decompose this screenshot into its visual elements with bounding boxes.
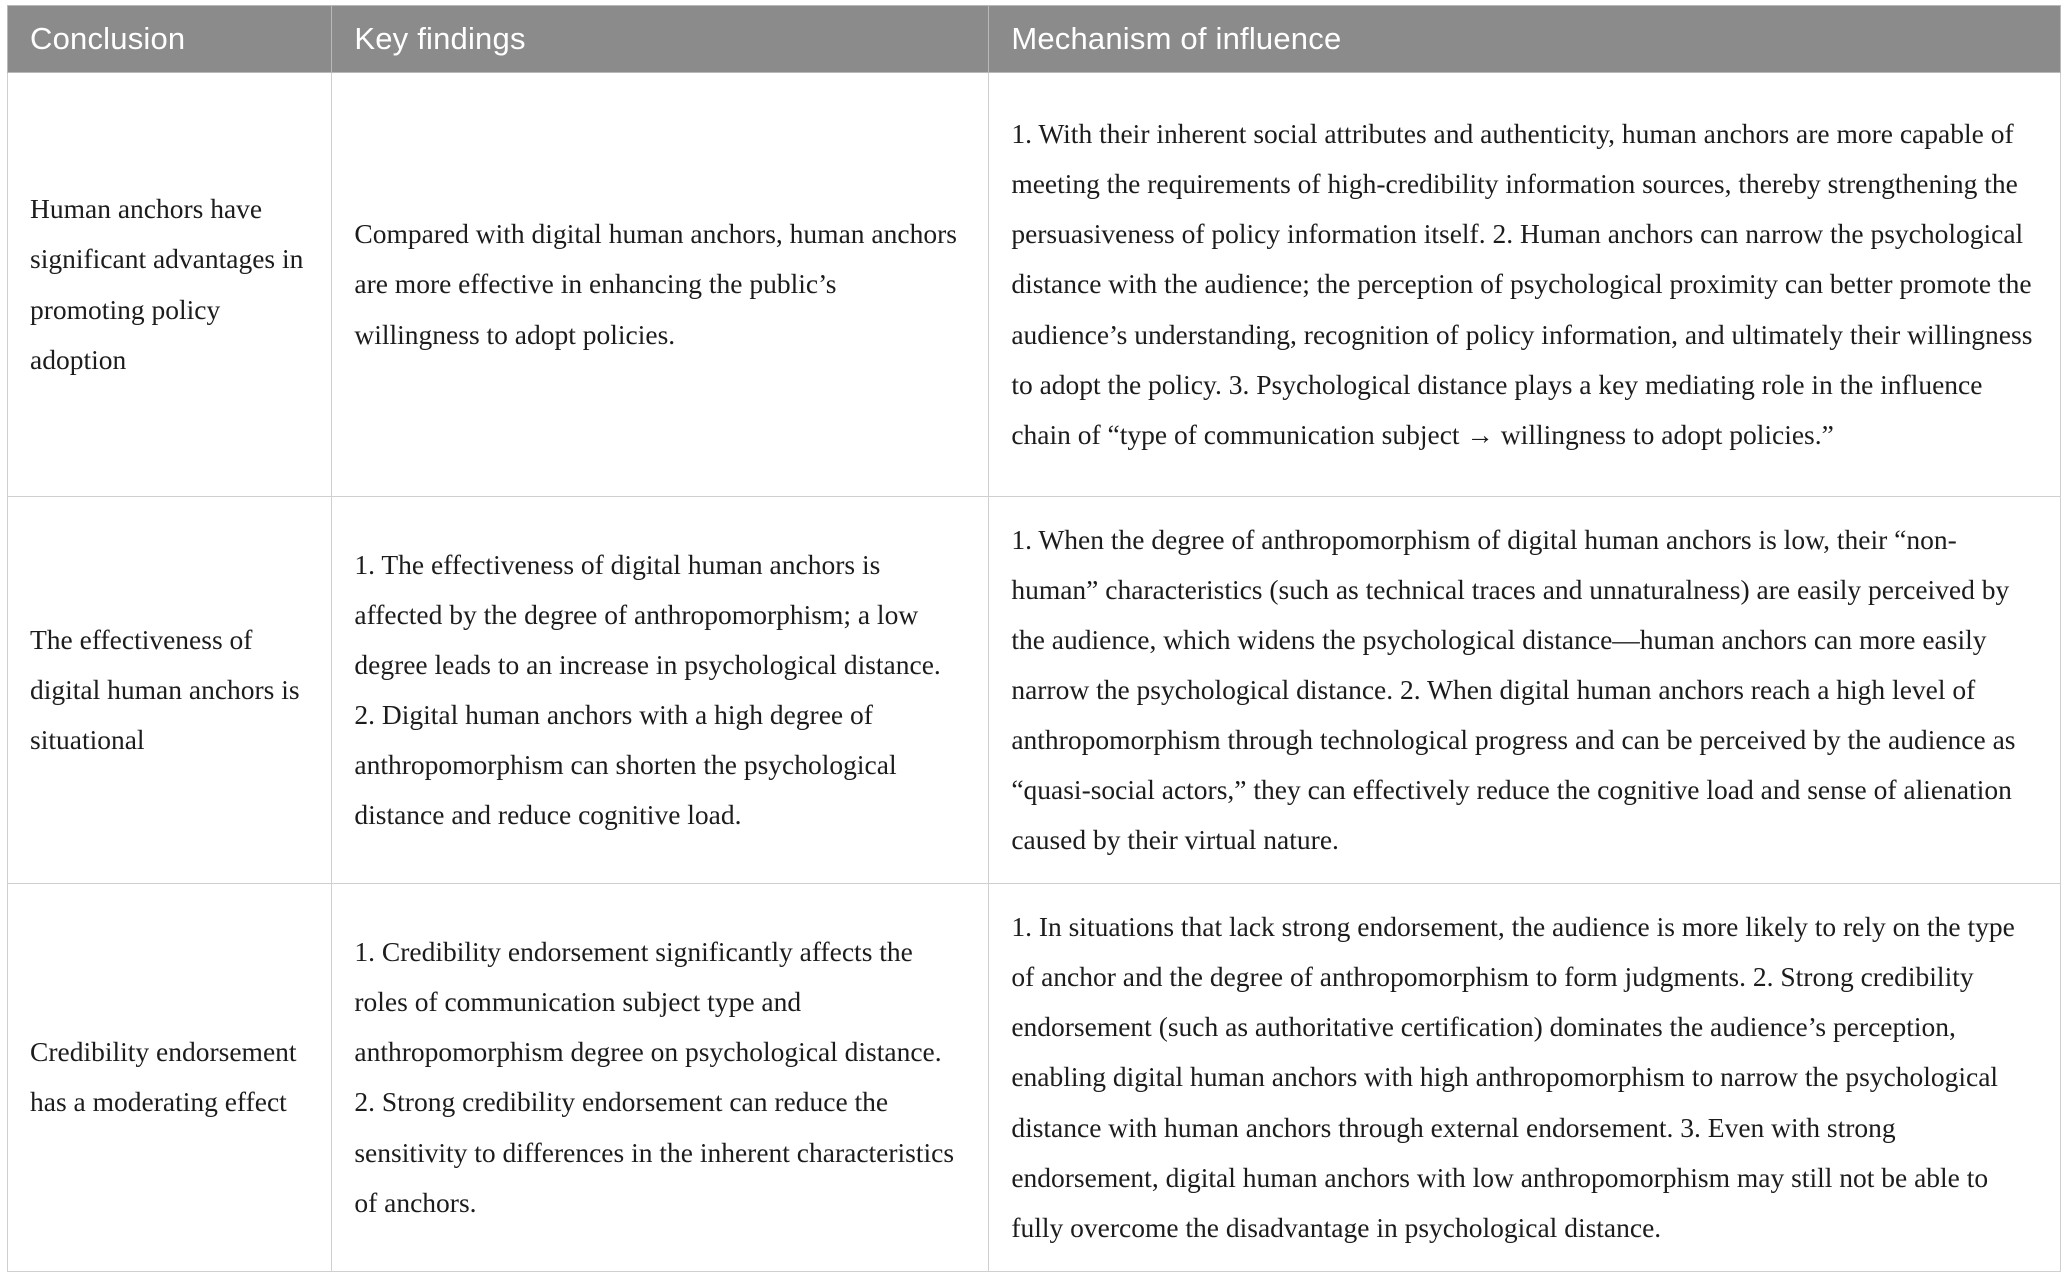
- cell-mechanism: 1. With their inherent social attributes and authenticity, human anchors are more capable of meeting the requirements of high-credibility information sources, thereby strengthening the persuasiveness of policy information itself. 2. Human anchors can narrow the psychological distance with the audience; the perception of psychological proximity can better promote the audience’s understanding, recognition of policy information, and ultimately their willingness to adopt the policy. 3. Psychological distance plays a key mediating role in the influence chain of “type of communication subject → willingness to adopt policies.”: [989, 73, 2061, 497]
- header-cell-conclusion: Conclusion: [8, 6, 332, 73]
- cell-mechanism: 1. When the degree of anthropomorphism of digital human anchors is low, their “non-human” characteristics (such as technical traces and unnaturalness) are easily perceived by the audience, which widens the psychological distance—human anchors can more easily narrow the psychological distance. 2. When digital human anchors reach a high level of anthropomorphism through technological progress and can be perceived by the audience as “quasi-social actors,” they can effectively reduce the cognitive load and sense of alienation caused by their virtual nature.: [989, 497, 2061, 884]
- table-row: [8, 497, 2061, 884]
- results-table: [7, 5, 2061, 1272]
- header-row: [8, 6, 2061, 73]
- cell-key-findings: 1. The effectiveness of digital human anchors is affected by the degree of anthropomorphism; a low degree leads to an increase in psychological distance. 2. Digital human anchors with a high degree of anthropomorphism can shorten the psychological distance and reduce cognitive load.: [332, 497, 989, 884]
- header-cell-mechanism: Mechanism of influence: [989, 6, 2061, 73]
- cell-conclusion: Credibility endorsement has a moderating effect: [8, 884, 332, 1271]
- cell-conclusion: Human anchors have significant advantages in promoting policy adoption: [8, 73, 332, 497]
- table-row: [8, 73, 2061, 497]
- header-cell-key-findings: Key findings: [332, 6, 989, 73]
- cell-conclusion: The effectiveness of digital human anchors is situational: [8, 497, 332, 884]
- cell-mechanism: 1. In situations that lack strong endorsement, the audience is more likely to rely on the type of anchor and the degree of anthropomorphism to form judgments. 2. Strong credibility endorsement (such as authoritative certification) dominates the audience’s perception, enabling digital human anchors with high anthropomorphism to narrow the psychological distance with human anchors through external endorsement. 3. Even with strong endorsement, digital human anchors with low anthropomorphism may still not be able to fully overcome the disadvantage in psychological distance.: [989, 884, 2061, 1271]
- table-row: [8, 884, 2061, 1271]
- cell-key-findings: 1. Credibility endorsement significantly affects the roles of communication subject type and anthropomorphism degree on psychological distance. 2. Strong credibility endorsement can reduce the sensitivity to differences in the inherent characteristics of anchors.: [332, 884, 989, 1271]
- cell-key-findings: Compared with digital human anchors, human anchors are more effective in enhancing the public’s willingness to adopt policies.: [332, 73, 989, 497]
